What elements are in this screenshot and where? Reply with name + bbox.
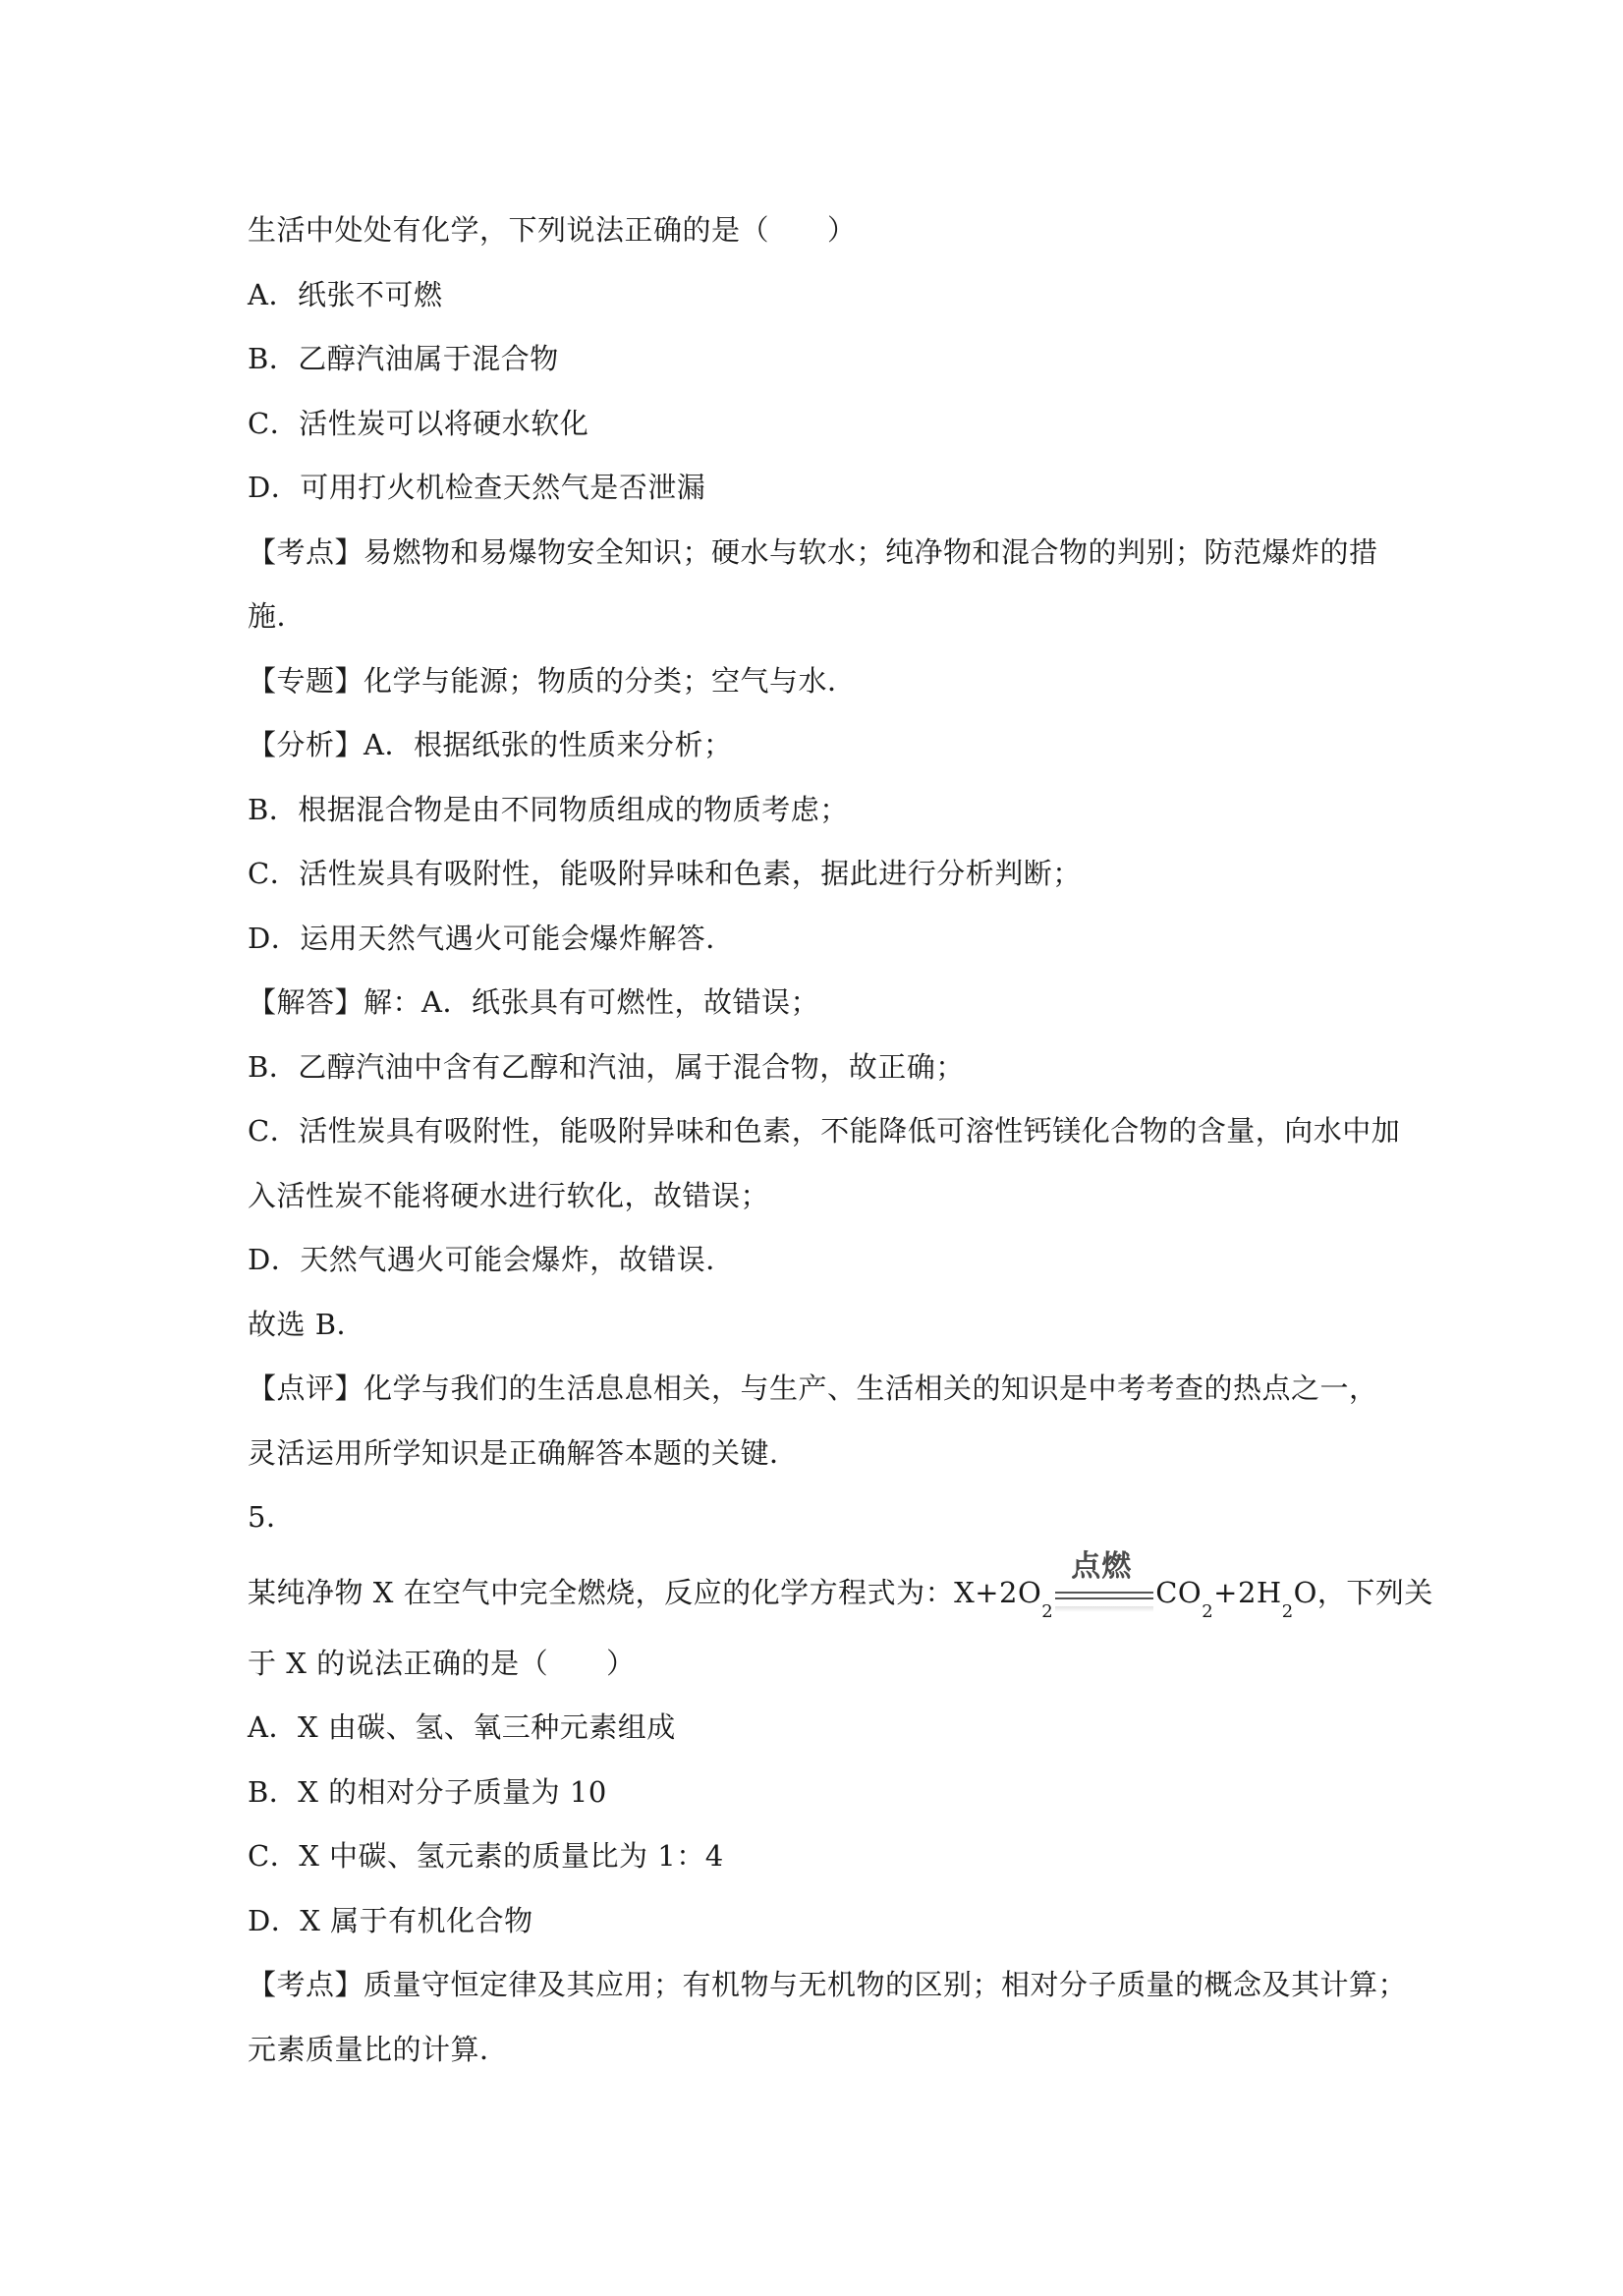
question-4-jieda-line: C．活性炭具有吸附性，能吸附异味和色素，不能降低可溶性钙镁化合物的含量，向水中加	[248, 1114, 1401, 1148]
formula-h: +2H	[1213, 1576, 1282, 1609]
question-4-dianping: 【点评】化学与我们的生活息息相关，与生产、生活相关的知识是中考考查的热点之一，	[248, 1372, 1378, 1405]
question-4-jieda-line: 【解答】解：A．纸张具有可燃性，故错误；	[248, 985, 819, 1019]
question-4-option-c: C．活性炭可以将硬水软化	[248, 407, 589, 440]
question-5-number: 5．	[248, 1500, 296, 1534]
arrow-image-shadow	[1055, 1606, 1153, 1612]
question-5-stem-cont: 于 X 的说法正确的是（ ）	[248, 1647, 636, 1680]
question-4-fenxi-line: B．根据混合物是由不同物质组成的物质考虑；	[248, 793, 849, 826]
question-4-fenxi-line: D．运用天然气遇火可能会爆炸解答．	[248, 922, 735, 955]
question-4-option-a: A．纸张不可燃	[248, 278, 443, 311]
question-4-dianping-cont: 灵活运用所学知识是正确解答本题的关键．	[248, 1436, 799, 1470]
equals-bar	[1055, 1597, 1153, 1599]
question-4-option-b: B．乙醇汽油属于混合物	[248, 342, 559, 375]
question-4-stem: 生活中处处有化学，下列说法正确的是（ ）	[248, 213, 857, 247]
question-4-kaodian: 【考点】易燃物和易爆物安全知识；硬水与软水；纯净物和混合物的判别；防范爆炸的措	[248, 535, 1378, 569]
question-5-option-a: A．X 由碳、氢、氧三种元素组成	[248, 1710, 676, 1744]
question-4-jieda-line: B．乙醇汽油中含有乙醇和汽油，属于混合物，故正确；	[248, 1050, 965, 1084]
question-5-stem-text: 某纯净物 X 在空气中完全燃烧，反应的化学方程式为：X+2O	[248, 1576, 1042, 1609]
question-4-zhuanti: 【专题】化学与能源；物质的分类；空气与水．	[248, 664, 857, 698]
question-4-jieda-line: 入活性炭不能将硬水进行软化，故错误；	[248, 1179, 770, 1212]
question-5-kaodian: 【考点】质量守恒定律及其应用；有机物与无机物的区别；相对分子质量的概念及其计算；	[248, 1968, 1408, 2001]
question-4-fenxi-line: 【分析】A．根据纸张的性质来分析；	[248, 728, 733, 761]
question-5-option-b: B．X 的相对分子质量为 10	[248, 1775, 607, 1809]
question-4-jieda-line: D．天然气遇火可能会爆炸，故错误．	[248, 1243, 735, 1276]
reaction-condition-label: 点燃	[1071, 1549, 1133, 1584]
formula-co: CO	[1155, 1576, 1203, 1609]
question-5-stem: 某纯净物 X 在空气中完全燃烧，反应的化学方程式为：X+2O 2 点燃 CO 2 +2H 2 O，下列关	[248, 1549, 1433, 1622]
question-5-option-c: C．X 中碳、氢元素的质量比为 1：4	[248, 1839, 724, 1873]
question-5-stem-tail: O，下列关	[1293, 1576, 1433, 1609]
question-4-answer: 故选 B．	[248, 1308, 366, 1341]
question-5-kaodian-cont: 元素质量比的计算．	[248, 2033, 509, 2066]
question-5-option-d: D．X 属于有机化合物	[248, 1904, 533, 1937]
reaction-condition-arrow	[1055, 1549, 1153, 1612]
equals-bar	[1055, 1592, 1153, 1594]
question-4-fenxi-line: C．活性炭具有吸附性，能吸附异味和色素，据此进行分析判断；	[248, 857, 1082, 890]
question-4-option-d: D．可用打火机检查天然气是否泄漏	[248, 471, 706, 504]
question-4-kaodian-cont: 施．	[248, 599, 307, 633]
